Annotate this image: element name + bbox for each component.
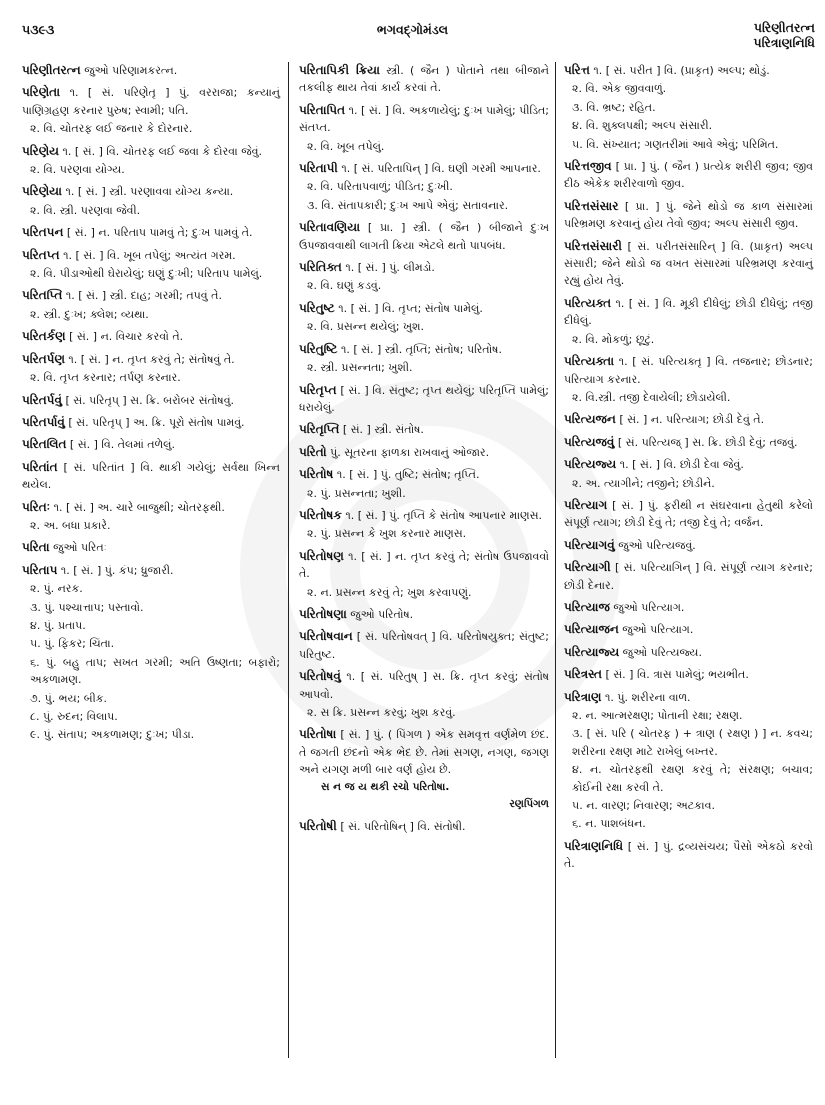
sense: ૯. પું. સંતાપ; અકળામણ; દુઃખ; પીડા.: [30, 728, 195, 742]
dictionary-entry: [564, 559, 813, 594]
definition: ૧. [ સં. ] વિ. ચોતરફ લઈ જવા કે દોરવા જેવું.: [62, 144, 262, 158]
sense: ૨. ન. આત્મરક્ષણ; પોતાની રક્ષા; રક્ષણ.: [572, 709, 743, 722]
headword: પરિતલિત: [22, 437, 67, 452]
definition: ૧. [ સં. ] અ. ચારે બાજુથી; ચોતરફથી.: [53, 500, 225, 514]
column-middle: [288, 62, 555, 1058]
page-number: ૫૩૯૩: [22, 22, 55, 37]
dictionary-entry: [22, 392, 280, 409]
headword: પરિતાપ: [22, 562, 58, 577]
headword: પરિત્તસંસારી: [564, 238, 622, 253]
sense: ૩. [ સં. પરિ ( ચોતરફ ) + ત્રાણ ( રક્ષણ ) ] ન. કવચ; શરીરના રક્ષણ માટે રાખેલું બખ્તર.: [572, 727, 813, 758]
dictionary-entry: [564, 599, 813, 616]
dictionary-entry: [564, 158, 813, 193]
headword: પરિતર્પણ: [22, 351, 65, 366]
headword: પરિત્યાજન: [564, 622, 619, 637]
definition: ૧. [ સં. ] વિ. ખૂબ તપેલું; અત્યંત ગરમ.: [63, 248, 236, 262]
dictionary-entry: [564, 295, 813, 348]
sense: ૫. ન. વારણ; નિવારણ; અટકાવ.: [572, 799, 715, 813]
column-left: [22, 62, 288, 1062]
dictionary-entry: [299, 300, 549, 336]
definition: [ સં. પરિત્યાગિન્ ] વિ. સંપૂર્ણ ત્યાગ કરનાર; છોડી દેનાર.: [564, 561, 813, 592]
definition: ૧. [ સં. ] વિ. મૂકી દીધેલું; છોડી દીધેલું; તજી દીધેલું.: [564, 296, 813, 328]
definition: ૧. [ સં. ] પું. કંપ; ધ્રુજારી.: [60, 563, 174, 577]
dictionary-entry: [22, 224, 280, 241]
definition: [ સં. પરિતૃપ્ ] સ. ક્રિ. બરોબર સંતોષવું.: [65, 393, 235, 407]
dictionary-entry: [299, 507, 549, 543]
headword: પરિતોષવું: [299, 669, 341, 684]
dictionary-entry: [564, 689, 813, 833]
dictionary-entry: [299, 341, 549, 377]
sense: ૬. ન. પાશબંધન.: [572, 817, 646, 831]
column-right: [555, 62, 817, 1058]
dictionary-entry: [564, 353, 813, 406]
sense: ૨. વિ. તૃપ્ત કરનાર; તર્પણ કરનાર.: [30, 371, 181, 385]
definition: ૧. [ સં. ] ન. તૃપ્ત કરવું તે; સંતોષવું તે.: [68, 352, 235, 366]
definition: [ સં. પરિતોષિન્ ] વિ. સંતોષી.: [340, 820, 466, 834]
dictionary-entry: [22, 84, 280, 137]
definition: ૧. [ સં. ] સ્ત્રી. પરણાવવા યોગ્ય કન્યા.: [65, 185, 234, 199]
headword: પરિત્યજન: [564, 412, 616, 427]
citation-source: રણપિંગળ: [509, 798, 549, 811]
definition: ૧. [ સં. ] ન. તૃપ્ત કરવું તે; સંતોષ ઉપજાવવો તે.: [299, 549, 549, 581]
headword: પરિતોષણ: [299, 548, 344, 563]
definition: ૧. પું. શરીરના વાળ.: [605, 690, 691, 704]
headword: પરિણેય: [22, 143, 59, 158]
definition: જુઓ પરિતોષ.: [350, 607, 414, 621]
definition: જુઓ પરિત્યાગ.: [622, 623, 694, 637]
definition: [ સં. પરિતોષવત્ ] વિ. પરિતોષયુક્ત; સંતુષ્ટ; પરિતુષ્ટ.: [299, 630, 549, 661]
dictionary-entry: [22, 62, 280, 79]
dictionary-entry: [564, 497, 813, 532]
definition: [ સં. ] વિ. ત્રાસ પામેલું; ભયભીત.: [605, 668, 749, 682]
definition: [ સં. ] સ્ત્રી. સંતોષ.: [342, 423, 424, 437]
definition: ૧. [ સં. ] વિ. છોડી દેવા જેવું.: [619, 458, 744, 472]
guide-word-first: પરિણીતરત્ન: [753, 20, 815, 35]
definition: [ સં. ] ન. પરિતાપ પામવું તે; દુઃખ પામવું તે.: [66, 226, 253, 240]
headword: પરિત્યાજ્ય: [564, 644, 620, 659]
dictionary-entry: [299, 466, 549, 502]
dictionary-entry: [299, 219, 549, 254]
definition: [ સં. ] પું. ( પિંગળ ) એક સમવૃત્ત વર્ણમેળ છંદ. તે જગતી છંદનો એક ભેદ છે. તેમાં સગણ, નગણ, જગણ અને યગણ મળી બાર વર્ણ હોય છે.: [299, 728, 549, 777]
headword: પરિતોષી: [299, 819, 337, 834]
dictionary-entry: [22, 287, 280, 323]
sense: ૫. વિ. સંખ્યાત; ગણતરીમાં આવે એવું; પરિમિત.: [572, 137, 779, 151]
sense: ૨. સ્ત્રી. પ્રસન્નતા; ખુશી.: [307, 361, 413, 375]
definition: સ્ત્રી. ( જૈન ) પોતાને તથા બીજાને તકલીફ થાય તેવાં કાર્ય કરવાં તે.: [299, 64, 550, 95]
dictionary-entry: [299, 628, 549, 663]
headword: પરિત્યાગવું: [564, 537, 615, 552]
sense: ૨. વિ. મોકળું; છૂટું.: [572, 332, 655, 346]
dictionary-entry: [22, 539, 280, 556]
sense: ૨. વિ.સ્ત્રી. તજી દેવાયેલી; છોડાયેલી.: [572, 390, 731, 404]
headword: પરિતાંત: [22, 459, 58, 474]
sense: ૨. વિ. ઘણું કડવું.: [307, 279, 382, 293]
dictionary-entry: [299, 444, 549, 461]
dictionary-entry: [22, 328, 280, 345]
dictionary-entry: [299, 382, 549, 417]
sense: ૨. પું. પ્રસન્ન કે ખુશ કરનાર માણસ.: [307, 527, 467, 541]
dictionary-entry: [22, 183, 280, 219]
dictionary-entry: [564, 537, 813, 554]
headword: પરિતૃપ્ત: [299, 382, 337, 397]
dictionary-columns: [22, 62, 817, 1062]
headword: પરિતપ્ત: [22, 247, 60, 262]
definition: ૧. [ સં. ] સ્ત્રી. તૃપ્તિ; સંતોષ; પરિતોષ.: [340, 342, 502, 356]
headword: પરિત્રાણનિધિ: [564, 838, 624, 853]
definition: ૧. [ સં. ] પું. લીમડો.: [345, 261, 435, 275]
definition: ૧. [ સં. ] પું. તૃપ્તિ કે સંતોષ આપનાર માણસ.: [345, 508, 543, 522]
sense: ૮. પું. રુદન; વિલાપ.: [30, 710, 118, 723]
sense: ૪. વિ. શુક્લપક્ષી; અલ્પ સંસારી.: [572, 119, 713, 133]
dictionary-entry: [22, 143, 280, 179]
headword: પરિત્રસ્ત: [564, 667, 602, 682]
headword: પરિત્યાગી: [564, 560, 611, 575]
sense: ૨. વિ. સ્ત્રી. પરણવા જેવી.: [30, 203, 141, 217]
headword: પરિતા: [22, 540, 50, 555]
headword: પરિતોષા: [299, 727, 337, 742]
headword: પરિતપન: [22, 225, 64, 240]
definition: ૧. [ સં. પરિણેતૃ ] પું. વરરાજા; કન્યાનું પાણિગ્રહણ કરનાર પુરુષ; સ્વામી; પતિ.: [22, 86, 280, 117]
headword: પરિણેયા: [22, 184, 62, 199]
headword: પરિતપ્તિ: [22, 288, 63, 303]
definition: [ પ્રા. ] સ્ત્રી. ( જૈન ) બીજાને દુઃખ ઉપજાવવાથી લાગતી ક્રિયા એટલે થતો પાપબંધ.: [299, 221, 549, 252]
headword: પરિતોષ: [299, 467, 334, 482]
definition: ૧. [ સં. પરીત ] વિ. (પ્રાકૃત) અલ્પ; થોડું.: [593, 64, 770, 77]
definition: જુઓ પરિત્યાગ.: [613, 600, 685, 614]
dictionary-entry: [299, 606, 549, 623]
headword: પરિતઃ: [22, 499, 51, 514]
definition: ૧. [ સં. પરિતાપિન્ ] વિ. ઘણી ગરમી આપનાર.: [341, 162, 541, 176]
dictionary-entry: [299, 102, 549, 155]
citation-quote: સ ન જ ય થકી રચો પરિતોષા.: [321, 780, 450, 793]
headword: પરિણીતરત્ન: [22, 63, 81, 77]
definition: [ સં. ] વિ. તેલમાં તળેલું.: [69, 438, 175, 452]
headword: પરિતુષ્ટિ: [299, 341, 338, 356]
headword: પરિત્યક્ત: [564, 295, 612, 310]
headword: પરિતોષક: [299, 507, 342, 522]
headword: પરિત્યજવું: [564, 434, 615, 449]
sense: ૨. વિ. પરિતાપવાળું; પીડિત; દુઃખી.: [307, 180, 453, 194]
sense: ૨. વિ. ચોતરફ લઈ જનાર કે દોરનાર.: [30, 122, 193, 136]
dictionary-entry: [299, 259, 549, 295]
headword: પરિતર્કણ: [22, 329, 66, 344]
headword: પરિતર્પવું: [22, 392, 62, 407]
guide-words: [753, 20, 815, 50]
definition: ૧. [ સં. પરિતુષ્ ] સ. ક્રિ. તૃપ્ત કરવું; સંતોષ આપવો.: [299, 670, 549, 701]
headword: પરિતાપિકી ક્રિયા: [299, 63, 380, 77]
definition: [ સં. ] પું. ફરીથી ન સંઘરવાના હેતુથી કરેલો સંપૂર્ણ ત્યાગ; છોડી દેવું તે; તજી દેવું તે; વર્જન.: [564, 498, 814, 530]
definition: [ સં. પરિત્યજ્ ] સ. ક્રિ. છોડી દેવું; તજવું.: [617, 435, 798, 449]
dictionary-entry: [22, 459, 280, 494]
definition: [ પ્રા. ] પું. ( જૈન ) પ્રત્યેક શરીરી જીવ; જીવ દીઠ એકેક શરીરવાળો જીવ.: [564, 160, 813, 191]
definition: ૧. [ સં. પરિત્યક્તૃ ] વિ. તજનાર; છોડનાર; પરિત્યાગ કરનાર.: [564, 355, 813, 386]
headword: પરિત્યક્તા: [564, 354, 615, 369]
definition: જુઓ પરિણામકરત્ન.: [84, 64, 178, 77]
definition: [ સં. ] પું. દ્રવ્યસંચય; પૈસો એકઠો કરવો તે.: [564, 839, 814, 871]
dictionary-entry: [22, 436, 280, 453]
guide-word-last: પરિત્રાણનિધિ: [753, 35, 815, 50]
definition: જુઓ પરિતઃ: [53, 541, 107, 555]
definition: ૧. [ સં. ] સ્ત્રી. દાહ; ગરમી; તપવું તે.: [65, 289, 222, 303]
definition: [ સં. પરિતાંત ] વિ. થાકી ગયેલું; સર્વથા ખિન્ન થયેલ.: [22, 460, 281, 492]
dictionary-entry: [564, 666, 813, 683]
sense: ૩. વિ. સંતાપકારી; દુઃખ આપે એવું; સતાવનાર.: [307, 198, 509, 212]
sense: ૨. વિ. પીડાઓથી ઘેરાયેલું; ઘણું દુઃખી; પરિતાપ પામેલું.: [30, 267, 263, 281]
dictionary-entry: [22, 499, 280, 535]
definition: [ પ્રા. ] પું. જેને થોડો જ કાળ સંસારમાં પરિભ્રમણ કરવાનું હોય તેવો જીવ; અલ્પ સંસારી જીવ.: [564, 199, 813, 231]
sense: ૩. પું. પશ્ચાત્તાપ; પસ્તાવો.: [30, 600, 144, 614]
dictionary-entry: [564, 644, 813, 661]
headword: પરિતાપિત: [299, 102, 346, 117]
dictionary-entry: [564, 198, 813, 233]
sense: ૨. ન. પ્રસન્ન કરવું તે; ખુશ કરવાપણું.: [307, 585, 472, 599]
headword: પરિતાપી: [299, 161, 338, 176]
sense: ૪. પું. પ્રતાપ.: [30, 618, 86, 632]
definition: [ સં. પરિતૃપ્ ] અ. ક્રિ. પૂરો સંતોષ પામવું.: [68, 415, 245, 429]
headword: પરિણેતા: [22, 85, 61, 100]
dictionary-entry: [564, 621, 813, 638]
sense: ૨. વિ. પરણવા યોગ્ય.: [30, 163, 125, 177]
definition: ૧. [ સં. ] વિ. તૃપ્ત; સંતોષ પામેલું.: [338, 301, 483, 315]
dictionary-entry: [299, 160, 549, 214]
headword: પરિત્ત: [564, 63, 590, 77]
sense: ૨. અ. બધા પ્રકારે.: [30, 518, 111, 532]
book-title: ભગવદ્ગોમંડલ: [376, 22, 449, 37]
headword: પરિત્યાજ: [564, 599, 610, 614]
headword: પરિતર્પાવું: [22, 414, 65, 429]
dictionary-entry: [564, 456, 813, 492]
dictionary-entry: [299, 62, 549, 97]
dictionary-entry: [564, 434, 813, 451]
headword: પરિતિક્ત: [299, 260, 342, 275]
definition: જુઓ પરિત્યજવું.: [618, 538, 696, 552]
sense: ૬. પું. બહુ તાપ; સખત ગરમી; અતિ ઉષ્ણતા; બફારો; અકળામણ.: [30, 655, 280, 687]
sense: ૨. વિ. ખૂબ તપેલું.: [307, 139, 385, 153]
sense: ૨. સ્ત્રી. દુઃખ; ક્લેશ; વ્યથા.: [30, 307, 149, 321]
sense: ૪. ન. ચોતરફથી રક્ષણ કરવું તે; સંરક્ષણ; બચાવ; કોઈની રક્ષા કરવી તે.: [572, 763, 813, 794]
page-header: [0, 0, 825, 58]
dictionary-entry: [299, 548, 549, 601]
headword: પરિતાવણિયા: [299, 220, 361, 235]
headword: પરિતૃપ્તિ: [299, 422, 340, 437]
dictionary-entry: [299, 668, 549, 721]
headword: પરિત્તજીવ: [564, 159, 612, 174]
definition: પું. સૂતરના ફાળકા રાખવાનું ઓજાર.: [330, 445, 490, 459]
dictionary-entry: [564, 238, 813, 290]
headword: પરિતુષ્ટ: [299, 300, 335, 315]
dictionary-entry: [22, 562, 280, 744]
headword: પરિત્રાણ: [564, 689, 602, 704]
dictionary-entry: [299, 818, 549, 835]
sense: ૨. વિ. પ્રસન્ન થયેલું; ખુશ.: [307, 320, 425, 334]
dictionary-entry: [299, 726, 549, 813]
dictionary-entry: [22, 351, 280, 387]
definition: જુઓ પરિત્યજ્ય.: [622, 645, 702, 659]
dictionary-entry: [22, 414, 280, 431]
definition: ૧. [ સં. ] પું. તુષ્ટિ; સંતોષ; તૃપ્તિ.: [336, 468, 480, 482]
dictionary-entry: [299, 421, 549, 438]
sense: ૨. પું. પ્રસન્નતા; ખુશી.: [307, 486, 406, 500]
sense: ૭. પું. ભય; બીક.: [30, 691, 108, 705]
headword: પરિત્તસંસાર: [564, 198, 619, 213]
sense: ૨. અ. ત્યાગીને; તજીને; છોડીને.: [572, 476, 715, 490]
sense: ૨. વિ. એક જીવવાળું.: [572, 82, 667, 96]
definition: [ સં. ] વિ. સંતુષ્ટ; તૃપ્ત થયેલું; પરિતૃપ્તિ પામેલું; ધરાયેલું.: [299, 383, 549, 414]
sense: ૫. પું. ફિકર; ચિંતા.: [30, 637, 115, 651]
headword: પરિત્યાગ: [564, 497, 608, 512]
headword: પરિતોષણા: [299, 606, 347, 621]
headword: પરિતોષવાન: [299, 629, 353, 644]
definition: ૧. [ સં. ] વિ. અકળાયેલું; દુઃખ પામેલું; પીડિત; સંતપ્ત.: [299, 103, 549, 135]
definition: [ સં. ] ન. વિચાર કરવો તે.: [69, 330, 184, 344]
dictionary-entry: [564, 62, 813, 153]
sense: ૨. સ ક્રિ. પ્રસન્ન કરવું; ખુશ કરવું.: [307, 706, 456, 719]
headword: પરિત્યજ્ય: [564, 457, 617, 472]
dictionary-entry: [564, 838, 813, 873]
dictionary-entry: [564, 411, 813, 428]
definition: [ સં. પરીતસંસારિન્ ] વિ. (પ્રાકૃત) અલ્પ સંસારી; જેને થોડો જ વખત સંસારમાં પરિભ્રમણ કરવાનું રહ્યું હોય તેવું.: [564, 239, 813, 288]
headword: પરિતો: [299, 444, 327, 459]
sense: ૨. પું. નરક.: [30, 582, 83, 596]
sense: ૩. વિ. ભ્રષ્ટ; રહિત.: [572, 100, 656, 114]
definition: [ સં. ] ન. પરિત્યાગ; છોડી દેવું તે.: [619, 413, 765, 427]
dictionary-entry: [22, 247, 280, 283]
